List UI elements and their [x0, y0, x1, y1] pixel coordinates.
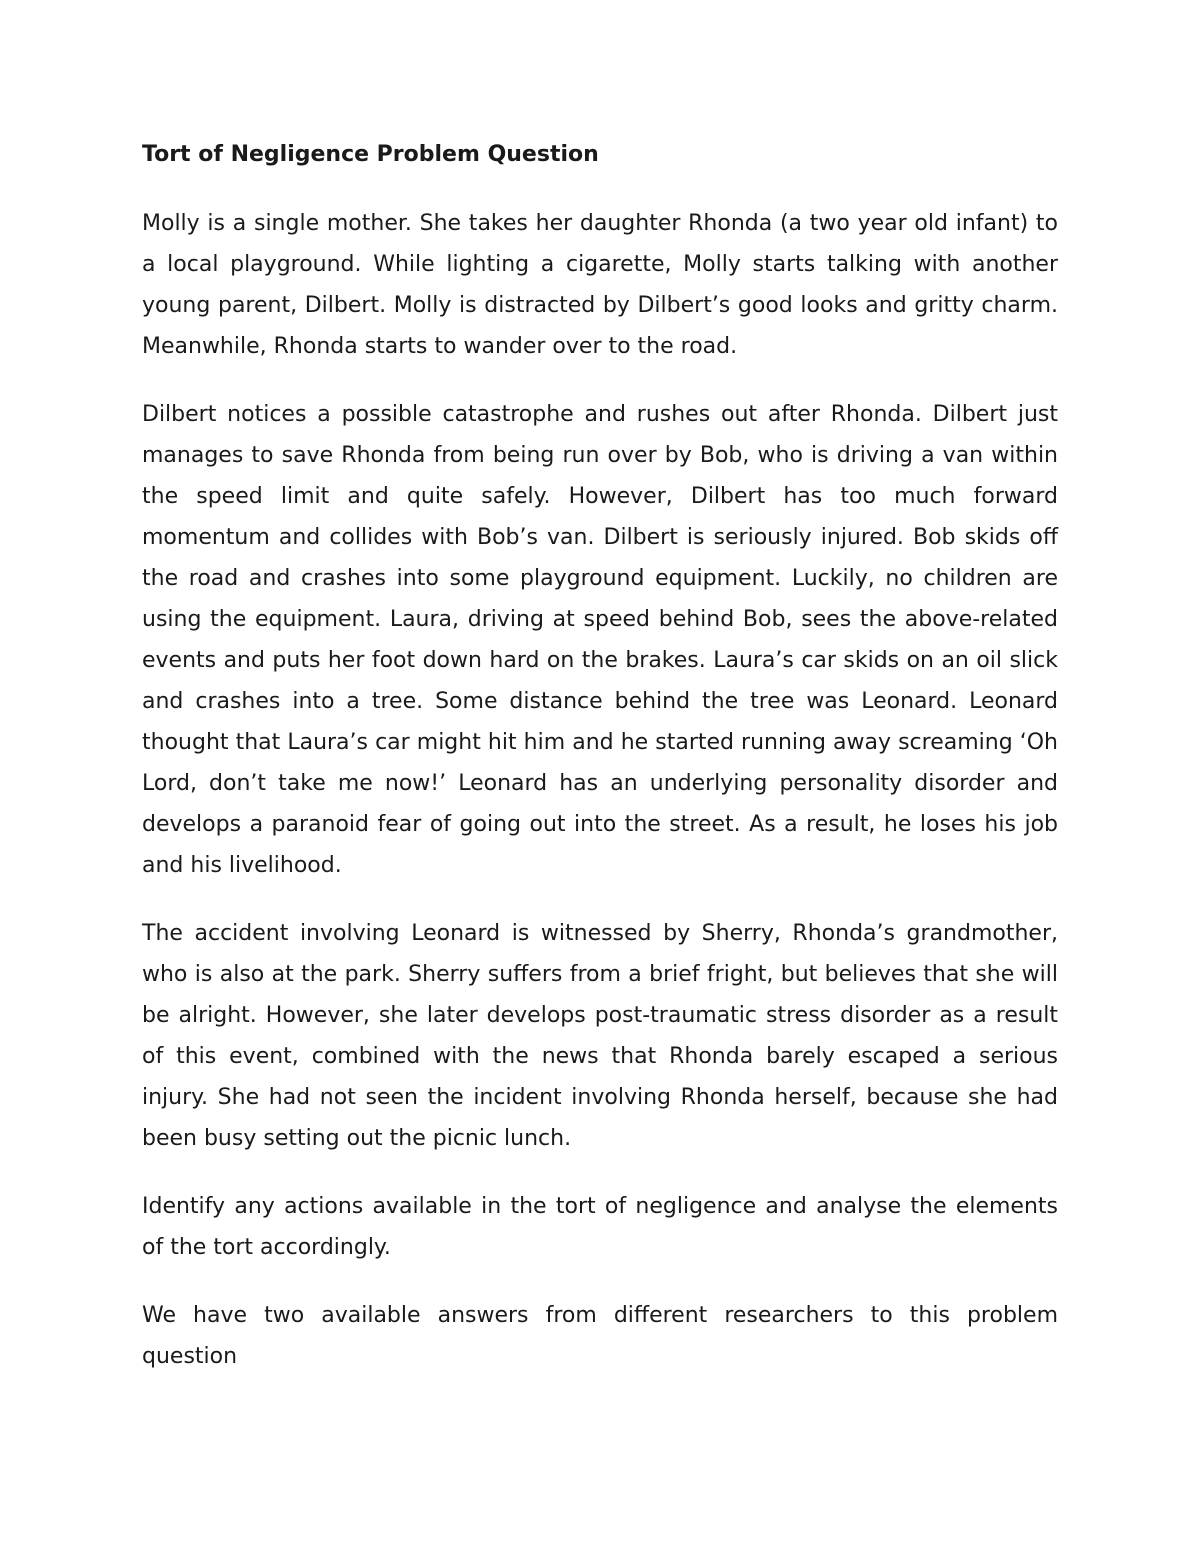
paragraph-sherry-witness: The accident involving Leonard is witnessed by Sherry, Rhonda’s grandmother, who is also at the park. Sherry suffers from a brief fright, but believes that she will be alright. However, she later develops post-traumatic stress disorder as a result of this event, combined with the news that Rhonda barely escaped a serious injury. She had not seen the incident involving Rhonda herself, because she had been busy setting out the picnic lunch. — [142, 921, 1058, 1151]
paragraph-scenario-intro: Molly is a single mother. She takes her daughter Rhonda (a two year old infant) to a local playground. While lighting a cigarette, Molly starts talking with another young parent, Dilbert. Molly is distracted by Dilbert’s good looks and gritty charm. Meanwhile, Rhonda starts to wander over to the road. — [142, 211, 1058, 359]
document-title: Tort of Negligence Problem Question — [142, 142, 599, 167]
document-body — [142, 134, 1058, 1377]
paragraph-accident-events: Dilbert notices a possible catastrophe and rushes out after Rhonda. Dilbert just manages to save Rhonda from being run over by Bob, who is driving a van within the speed limit and quite safely. However, Dilbert has too much forward momentum and collides with Bob’s van. Dilbert is seriously injured. Bob skids off the road and crashes into some playground equipment. Luckily, no children are using the equipment. Laura, driving at speed behind Bob, sees the above-related events and puts her foot down hard on the brakes. Laura’s car skids on an oil slick and crashes into a tree. Some distance behind the tree was Leonard. Leonard thought that Laura’s car might hit him and he started running away screaming ‘Oh Lord, don’t take me now!’ Leonard has an underlying personality disorder and develops a paranoid fear of going out into the street. As a result, he loses his job and his livelihood. — [142, 402, 1058, 878]
paragraph-task-instruction: Identify any actions available in the tort of negligence and analyse the elements of the tort accordingly. — [142, 1194, 1058, 1260]
paragraph-answers-note: We have two available answers from different researchers to this problem question — [142, 1303, 1058, 1369]
